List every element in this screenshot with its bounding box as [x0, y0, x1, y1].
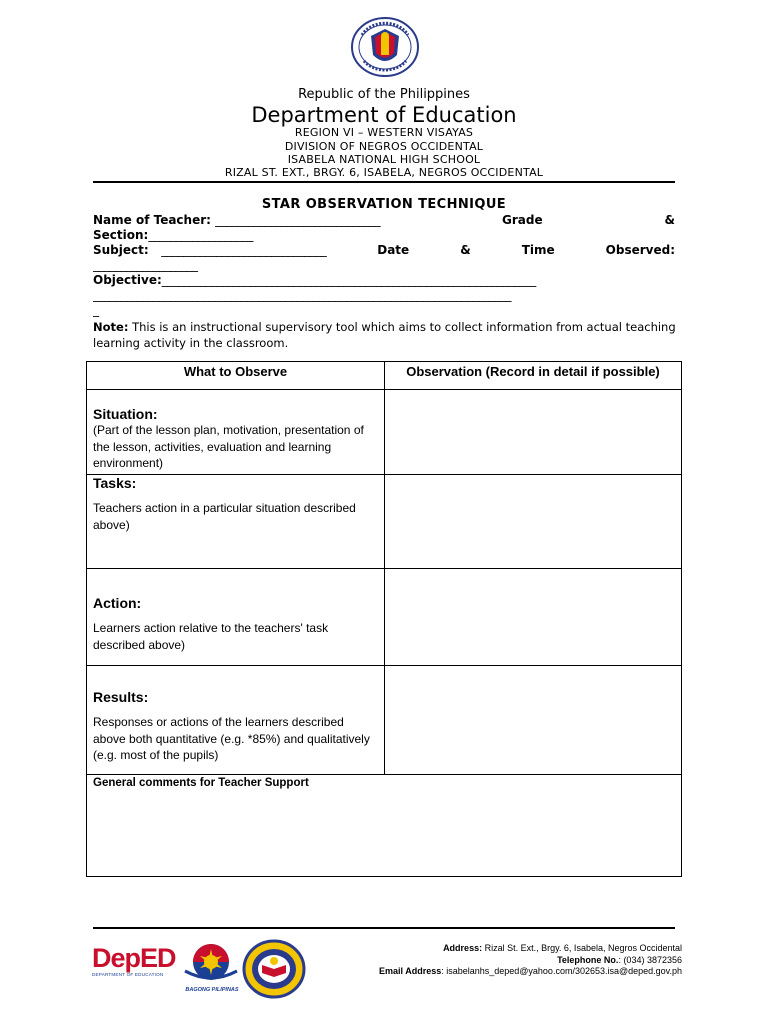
table-header-row: [87, 362, 682, 390]
situation-observation-field[interactable]: [385, 390, 682, 475]
table-row: [87, 475, 682, 569]
subject-label: Subject:: [93, 243, 149, 257]
tasks-desc: Teachers action in a particular situation described above): [93, 501, 356, 532]
observation-table: [86, 361, 682, 877]
subject-line: [93, 243, 675, 257]
situation-cell: [87, 390, 385, 475]
situation-label: Situation:: [93, 406, 158, 422]
action-desc: Learners action relative to the teachers' task described above): [93, 621, 329, 652]
region-line: REGION VI – WESTERN VISAYAS: [294, 126, 474, 139]
objective-field-3[interactable]: _: [93, 303, 99, 317]
address-value: Rizal St. Ext., Brgy. 6, Isabela, Negros Occidental: [482, 943, 682, 953]
teacher-label: Name of Teacher:: [93, 213, 211, 227]
bagong-pilipinas-icon: [181, 941, 241, 986]
table-row: [87, 569, 682, 666]
table-row: [87, 666, 682, 775]
objective-field-2[interactable]: ____________________________________________________________________________: [93, 288, 511, 302]
email-label: Email Address: [379, 966, 442, 976]
school-seal-icon: [242, 939, 306, 999]
col-what-to-observe: What to Observe: [87, 362, 385, 390]
observed-word: Observed:: [605, 243, 675, 257]
address-line: RIZAL ST. EXT., BRGY. 6, ISABELA, NEGROS OCCIDENTAL: [224, 166, 544, 179]
general-comments-field[interactable]: [87, 775, 682, 877]
footer-divider: [93, 927, 675, 929]
tasks-cell: [87, 475, 385, 569]
teacher-line: [93, 213, 675, 227]
section-label: Section:: [93, 228, 149, 242]
table-row: [87, 390, 682, 475]
results-desc: Responses or actions of the learners described above both quantitative (e.g. *85%) and qualitatively (e.g. most of the pupils): [93, 715, 370, 762]
republic-line: Republic of the Philippines: [298, 87, 470, 102]
results-label: Results:: [93, 689, 149, 705]
tasks-label: Tasks:: [93, 475, 137, 491]
division-line: DIVISION OF NEGROS OCCIDENTAL: [284, 140, 484, 153]
objective-label: Objective:: [93, 273, 162, 287]
subject-field[interactable]: ______________________________: [161, 243, 327, 257]
email-value: : isabelanhs_deped@yahoo.com/302653.isa@deped.gov.ph: [441, 966, 682, 976]
section-line: [93, 228, 675, 242]
deped-logo-sub: DEPARTMENT OF EDUCATION: [92, 972, 164, 977]
deped-logo: [92, 944, 174, 984]
deped-seal-icon: [350, 17, 420, 77]
objective-line: [93, 273, 675, 287]
comments-row: [87, 775, 682, 877]
col-observation: Observation (Record in detail if possible): [385, 362, 682, 390]
note-paragraph: [93, 319, 683, 351]
footer-phone: [379, 955, 682, 967]
action-observation-field[interactable]: [385, 569, 682, 666]
objective-line-3: [93, 303, 675, 317]
bagong-pilipinas-text: BAGONG PILIPINAS: [185, 987, 239, 993]
date-time-field[interactable]: ___________________: [93, 258, 198, 272]
footer-contact: [379, 943, 682, 978]
time-word: Time: [521, 243, 555, 257]
amp-word: &: [664, 213, 675, 227]
note-text: This is an instructional supervisory tool which aims to collect information from actual teaching learning activity in the classroom.: [93, 320, 676, 350]
amp-word-2: &: [460, 243, 471, 257]
action-label: Action:: [93, 595, 142, 611]
results-cell: [87, 666, 385, 775]
school-line: ISABELA NATIONAL HIGH SCHOOL: [287, 153, 481, 166]
action-cell: [87, 569, 385, 666]
deped-logo-text: DepED: [92, 943, 176, 973]
objective-line-2: [93, 288, 675, 302]
header-divider: [93, 181, 675, 183]
footer-email: [379, 966, 682, 978]
department-title: Department of Education: [251, 103, 517, 127]
phone-label: Telephone No.: [557, 954, 619, 965]
phone-value: : (034) 3872356: [618, 954, 682, 965]
objective-field[interactable]: ____________________________________________________________________: [161, 273, 536, 287]
footer-address: [379, 943, 682, 955]
teacher-field[interactable]: ______________________________: [215, 213, 381, 227]
situation-desc: (Part of the lesson plan, motivation, presentation of the lesson, activities, evaluation and learning environment): [93, 423, 364, 470]
address-label: Address:: [443, 943, 483, 953]
date-line: [93, 258, 675, 272]
date-word: Date: [377, 243, 410, 257]
general-comments-label: General comments for Teacher Support: [93, 777, 309, 789]
section-field[interactable]: ___________________: [148, 228, 253, 242]
note-label: Note:: [93, 320, 129, 334]
form-title: STAR OBSERVATION TECHNIQUE: [261, 197, 507, 212]
tasks-observation-field[interactable]: [385, 475, 682, 569]
grade-word: Grade: [502, 213, 543, 227]
results-observation-field[interactable]: [385, 666, 682, 775]
